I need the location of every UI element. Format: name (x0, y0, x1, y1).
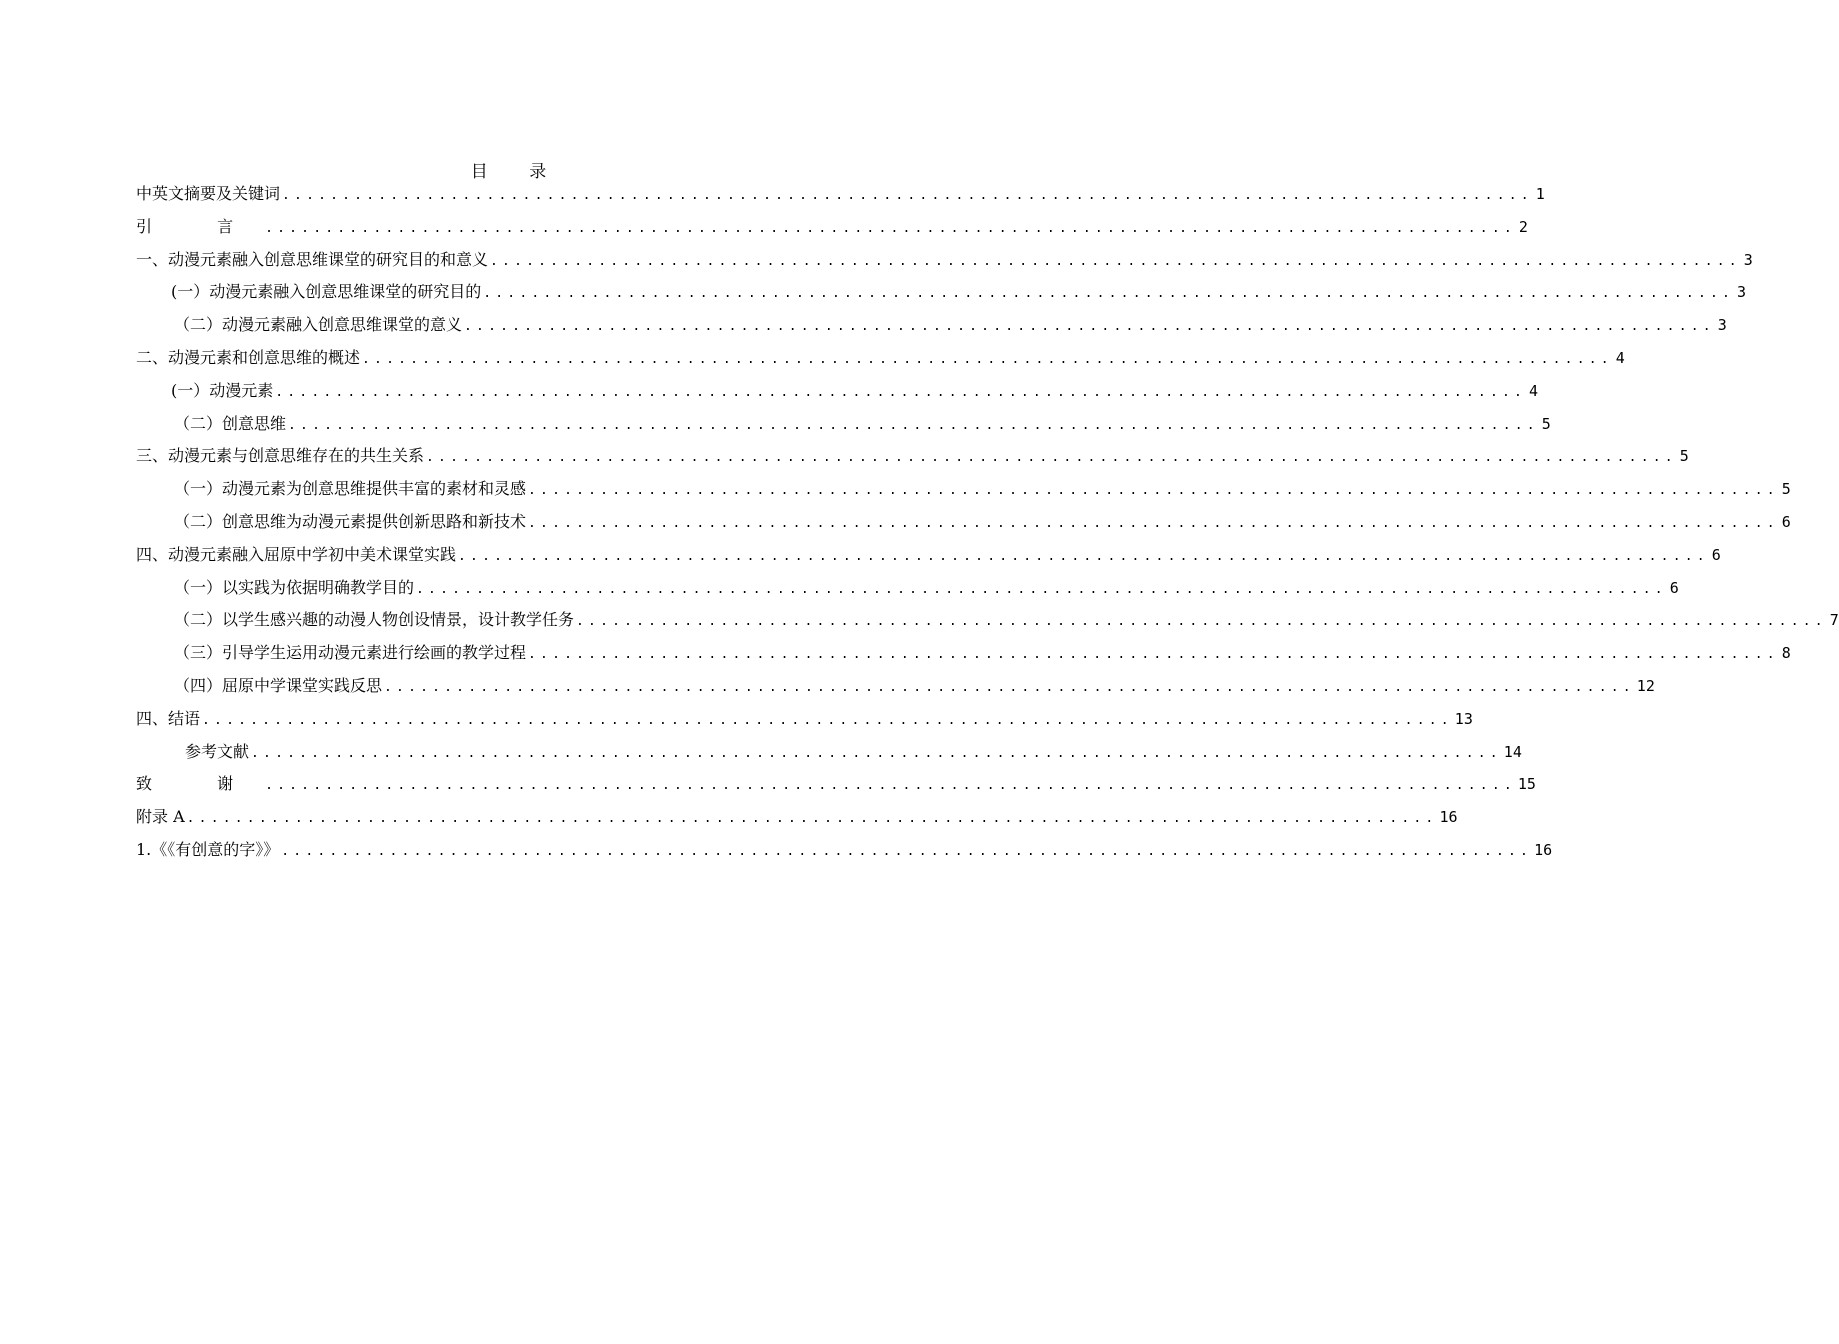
toc-page-number: 2 (1518, 217, 1528, 236)
toc-page-number: 3 (1737, 283, 1747, 302)
toc-page-number: 16 (1439, 808, 1458, 827)
toc-leader-dots: ........................................................................................................ (281, 843, 1533, 859)
toc-entry[interactable] (136, 604, 1839, 637)
toc-leader-dots: ........................................................................................................ (362, 351, 1613, 367)
toc-entry-title: （四）屈原中学课堂实践反思 (174, 675, 383, 695)
toc-leader-dots: ........................................................................................................ (265, 220, 1516, 236)
toc-entry[interactable] (136, 637, 1791, 670)
toc-page-number: 3 (1743, 250, 1753, 269)
toc-entry[interactable] (136, 703, 1473, 736)
toc-page-number: 6 (1781, 512, 1791, 531)
toc-leader-dots: ........................................................................................................ (490, 253, 1741, 269)
toc-leader-dots: ........................................................................................................ (251, 745, 1502, 761)
toc-leader-dots: ........................................................................................................ (202, 712, 1453, 728)
toc-entry[interactable] (136, 539, 1721, 572)
toc-entry-title: 中英文摘要及关键词 (136, 184, 281, 203)
table-of-contents (136, 178, 1839, 867)
toc-entry-title: 三、动漫元素与创意思维存在的共生关系 (136, 446, 425, 466)
toc-page-number: 7 (1829, 611, 1839, 630)
toc-entry[interactable] (136, 768, 1536, 801)
toc-entry[interactable] (136, 801, 1458, 834)
toc-entry[interactable] (136, 244, 1753, 277)
toc-leader-dots: ........................................................................................................ (576, 614, 1827, 630)
toc-entry[interactable] (136, 834, 1553, 867)
toc-entry-title: (一）动漫元素融入创意思维课堂的研究目的 (171, 282, 482, 302)
toc-page-number: 14 (1503, 742, 1522, 761)
toc-page-number: 8 (1781, 644, 1791, 663)
toc-entry-title: 四、结语 (136, 708, 201, 728)
toc-entry[interactable] (136, 736, 1522, 769)
toc-entry-title: （二）动漫元素融入创意思维课堂的意义 (174, 315, 463, 335)
toc-entry[interactable] (136, 572, 1679, 605)
toc-page-number: 5 (1781, 480, 1791, 499)
toc-page-number: 6 (1669, 578, 1679, 597)
toc-page-number: 15 (1517, 775, 1536, 794)
toc-entry-title: （一）动漫元素为创意思维提供丰富的素材和灵感 (174, 479, 527, 499)
toc-leader-dots: ........................................................................................................ (265, 778, 1516, 794)
toc-page-number: 5 (1679, 447, 1689, 466)
toc-entry[interactable] (136, 276, 1747, 309)
toc-entry[interactable] (136, 670, 1655, 703)
toc-entry[interactable] (136, 473, 1791, 506)
toc-entry[interactable] (136, 408, 1551, 441)
toc-page-number: 4 (1529, 381, 1539, 400)
toc-entry-title: 四、动漫元素融入屈原中学初中美术课堂实践 (136, 544, 457, 564)
toc-entry[interactable] (136, 375, 1539, 408)
toc-leader-dots: ........................................................................................................ (275, 384, 1527, 400)
toc-leader-dots: ........................................................................................................ (528, 483, 1779, 499)
page-title: 目 录 (470, 162, 565, 182)
toc-page-number: 13 (1454, 709, 1473, 728)
toc-page-number: 3 (1717, 316, 1727, 335)
toc-leader-dots: ........................................................................................................ (528, 515, 1779, 531)
toc-entry-title: （三）引导学生运用动漫元素进行绘画的教学过程 (174, 643, 527, 663)
toc-leader-dots: ........................................................................................................ (426, 450, 1677, 466)
toc-entry[interactable] (136, 309, 1727, 342)
toc-entry-title: 二、动漫元素和创意思维的概述 (136, 347, 361, 367)
toc-entry-title: （一）以实践为依据明确教学目的 (174, 577, 415, 597)
toc-entry[interactable] (136, 178, 1545, 211)
toc-page-number: 6 (1711, 545, 1721, 564)
toc-leader-dots: ........................................................................................................ (186, 811, 1438, 827)
toc-entry[interactable] (136, 506, 1791, 539)
toc-entry[interactable] (136, 440, 1689, 473)
toc-leader-dots: ........................................................................................................ (458, 548, 1709, 564)
toc-entry-title: 一、动漫元素融入创意思维课堂的研究目的和意义 (136, 249, 489, 269)
toc-entry[interactable] (136, 342, 1625, 375)
toc-page-number: 4 (1615, 348, 1625, 367)
toc-page-number: 1 (1535, 185, 1545, 203)
toc-entry-title: （二）以学生感兴趣的动漫人物创设情景，设计教学任务 (174, 610, 575, 630)
toc-leader-dots: ........................................................................................................ (464, 319, 1715, 335)
toc-page-number: 16 (1534, 840, 1553, 859)
toc-leader-dots: ........................................................................................................ (282, 188, 1533, 203)
toc-entry-title: 1.《《有创意的字》》 (136, 839, 280, 859)
toc-entry-title: 致 谢 (136, 774, 264, 794)
toc-entry-title: 参考文献 (185, 741, 250, 761)
toc-entry-title: （二）创意思维为动漫元素提供创新思路和新技术 (174, 511, 527, 531)
toc-page-number: 5 (1541, 414, 1551, 433)
toc-entry[interactable] (136, 211, 1528, 244)
toc-entry-title: 引 言 (136, 216, 264, 236)
toc-entry-title: (一）动漫元素 (171, 380, 274, 400)
toc-leader-dots: ........................................................................................................ (528, 647, 1779, 663)
toc-page-number: 12 (1636, 676, 1655, 695)
toc-leader-dots: ........................................................................................................ (288, 417, 1539, 433)
toc-entry-title: （二）创意思维 (174, 413, 287, 433)
toc-leader-dots: ........................................................................................................ (416, 581, 1667, 597)
toc-leader-dots: ........................................................................................................ (483, 286, 1735, 302)
toc-entry-title: 附录 A (136, 807, 185, 827)
toc-leader-dots: ........................................................................................................ (384, 679, 1635, 695)
